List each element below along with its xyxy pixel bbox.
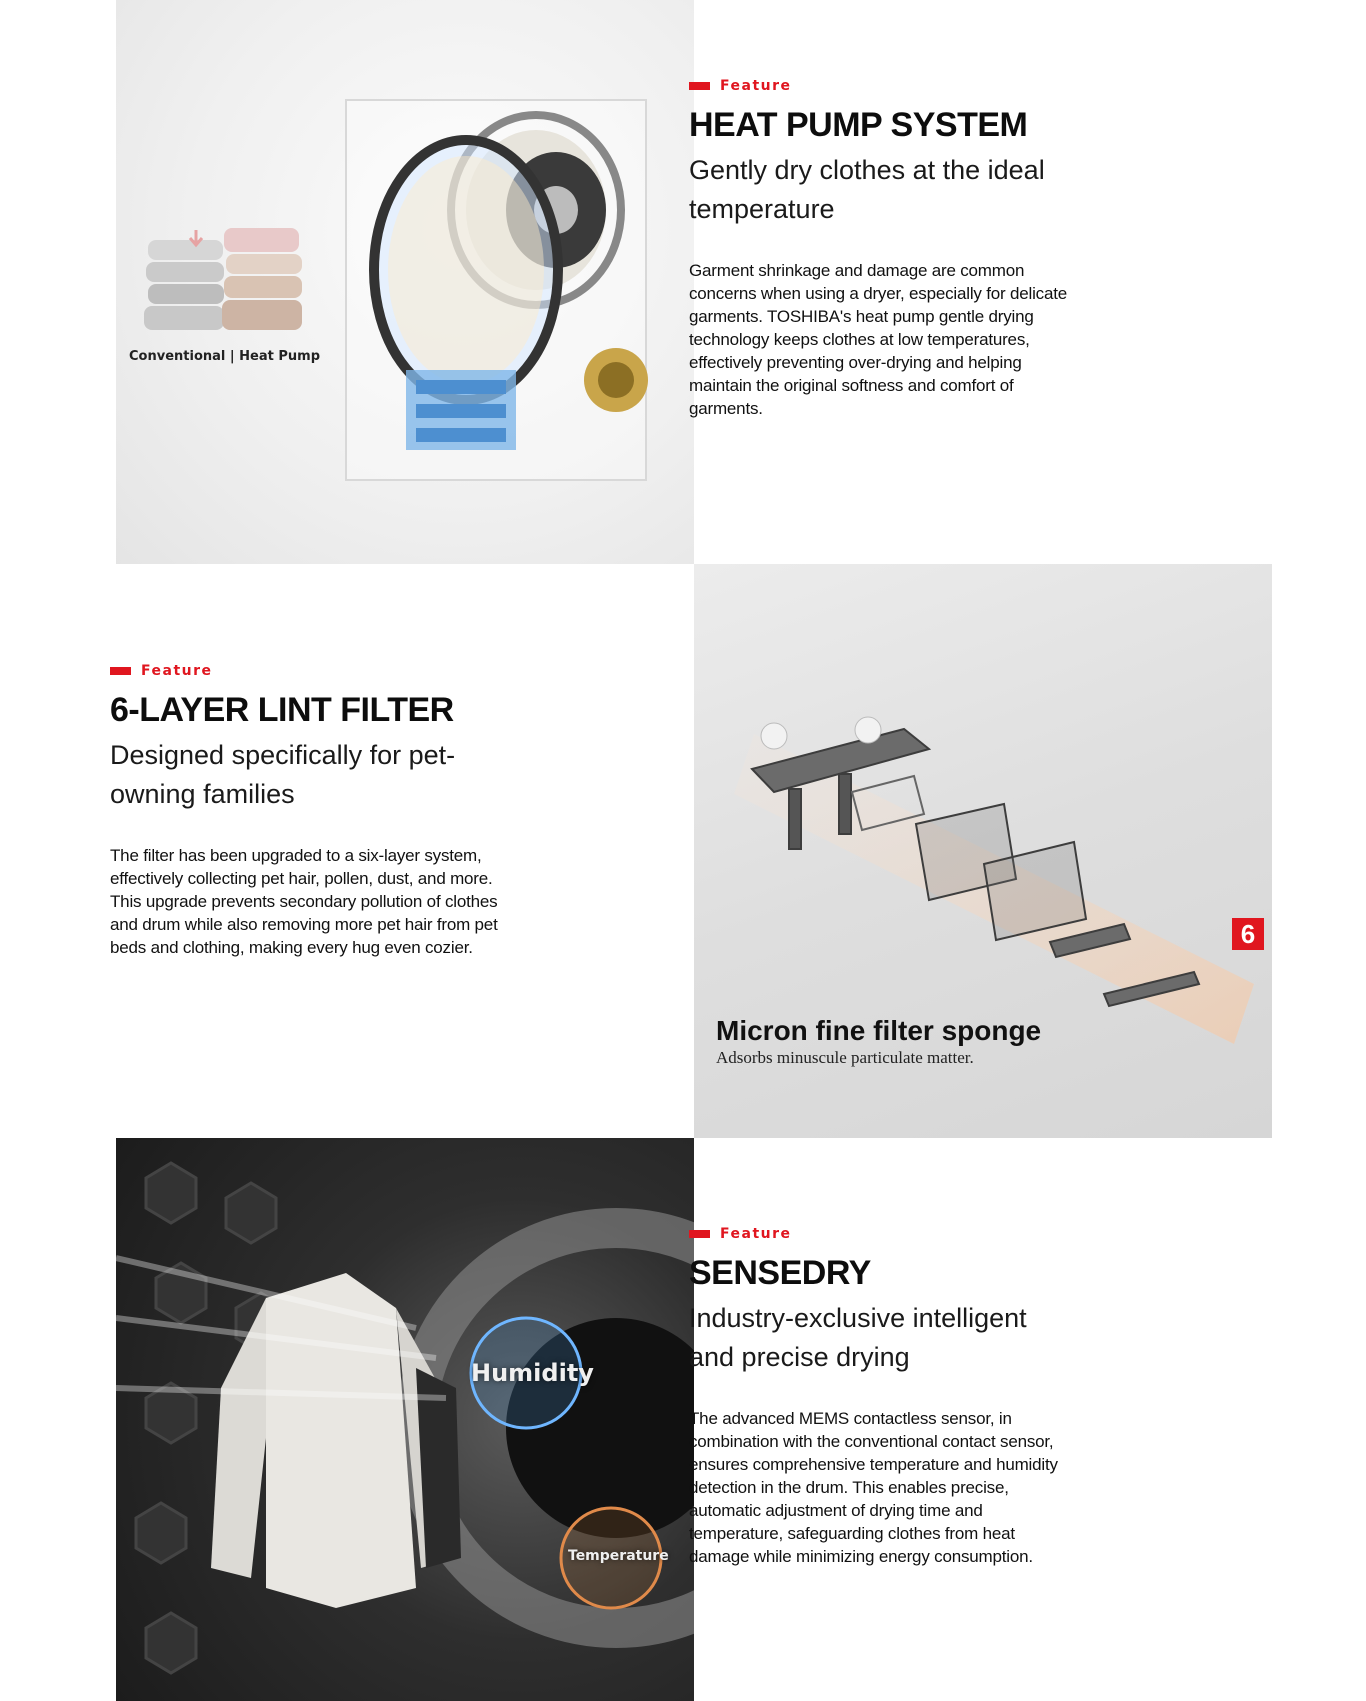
sensedry-image <box>116 1138 694 1701</box>
feature-tag <box>689 78 1069 94</box>
lint-filter-image <box>694 564 1272 1139</box>
heat-pump-image <box>116 0 694 575</box>
feature-tag-label: Feature <box>720 78 792 94</box>
sensedry-illustration <box>116 1138 694 1701</box>
section-subtitle: Industry-exclusive intelligent and precise drying <box>689 1303 1027 1372</box>
clothes-stack-icon <box>144 228 302 330</box>
feature-tag <box>689 1226 1069 1242</box>
tag-bar-icon <box>689 82 710 90</box>
tag-bar-icon <box>110 667 131 675</box>
feature-tag <box>110 663 500 679</box>
sensedry-text <box>689 1226 1069 1568</box>
dryer-frame-icon <box>346 100 648 480</box>
section-body: The filter has been upgraded to a six-layer system, effectively collecting pet hair, pollen, dust, and more. This upgrade prevents secondary pollution of clothes and drum while also removing more pet hair from pet beds and clothing, making every hug even cozier. <box>110 846 498 957</box>
image-title: Micron fine filter sponge <box>716 1015 1042 1046</box>
temperature-label: Temperature <box>568 1548 669 1564</box>
section-subtitle: Designed specifically for pet-owning families <box>110 740 456 809</box>
section-title: SENSEDRY <box>689 1254 871 1292</box>
section-body: Garment shrinkage and damage are common concerns when using a dryer, especially for delicate garments. TOSHIBA's heat pump gentle drying technology keeps clothes at low temperatures, effectively preventing over-drying and helping maintain the original softness and comfort of garments. <box>689 261 1067 418</box>
feature-tag-label: Feature <box>141 663 213 679</box>
image-caption: Conventional | Heat Pump <box>129 349 321 364</box>
lint-filter-text <box>110 663 500 959</box>
tag-bar-icon <box>689 1230 710 1238</box>
image-subtitle: Adsorbs minuscule particulate matter. <box>716 1048 974 1067</box>
layer-number-badge: 6 <box>1232 918 1264 950</box>
section-title: HEAT PUMP SYSTEM <box>689 106 1028 144</box>
feature-tag-label: Feature <box>720 1226 792 1242</box>
section-title: 6-LAYER LINT FILTER <box>110 691 454 729</box>
humidity-label: Humidity <box>471 1359 594 1387</box>
section-body: The advanced MEMS contactless sensor, in combination with the conventional contact sensor, ensures comprehensive temperature and humidity detection in the drum. This enables precise, automatic adjustment of drying time and temperature, safeguarding clothes from heat damage while minimizing energy consumption. <box>689 1409 1058 1566</box>
section-subtitle: Gently dry clothes at the ideal temperature <box>689 155 1045 224</box>
heat-pump-text <box>689 78 1069 420</box>
heat-pump-illustration <box>116 0 694 564</box>
